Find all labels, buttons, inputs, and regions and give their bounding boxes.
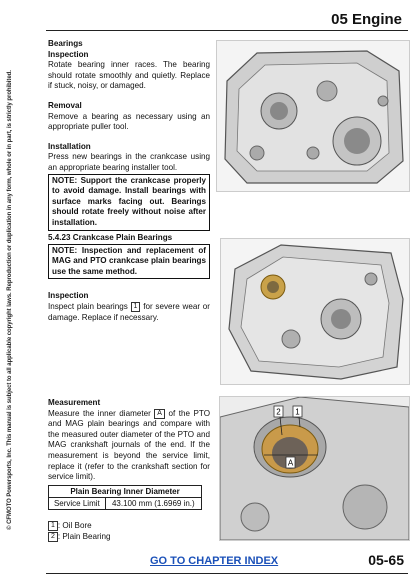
spec-value: 43.100 mm (1.6969 in.) [105, 497, 201, 509]
inspection-heading: Inspection [48, 49, 89, 59]
spec-table-title: Plain Bearing Inner Diameter [49, 485, 202, 497]
header-rule [46, 30, 408, 31]
plain-bearings-section [48, 233, 210, 323]
crankcase-plain-bearing-image [220, 238, 410, 385]
page-number: 05-65 [368, 552, 404, 568]
installation-heading: Installation [48, 141, 91, 151]
legend [48, 520, 210, 542]
callout-ref-1: 1 [131, 302, 141, 312]
plain-inspection-text [48, 302, 210, 323]
footer-rule [46, 573, 408, 574]
removal-heading: Removal [48, 100, 82, 110]
legend-item-2 [48, 531, 210, 542]
callout-2: 2 [276, 407, 281, 417]
spec-label: Service Limit [49, 497, 106, 509]
chapter-title: 05 Engine [331, 11, 402, 28]
legend-text-1: : Oil Bore [57, 520, 92, 530]
chapter-index-link[interactable]: GO TO CHAPTER INDEX [150, 555, 279, 567]
callout-a: A [287, 458, 294, 468]
measurement-text-before: Measure the inner diameter [48, 408, 151, 418]
copyright-notice: © CFMOTO Powersports, Inc. This manual is subject to all applicable copyright laws. Reproduction or duplication in any form, whole or in part, is strictly prohibited. [7, 70, 13, 530]
callout-ref-a: A [154, 409, 165, 419]
measurement-text-after: of the PTO and MAG plain bearings and compare with the measured outer diameter of the PTO and MAG crankshaft journals of the end. If the measurement is beyond the service limit, replace it (refer to the crankshaft section for service limit). [48, 408, 210, 482]
crankcase-image [216, 40, 410, 192]
inspection-text: Rotate bearing inner races. The bearing should rotate smoothly and quietly. Replace if stuck, noisy, or damaged. [48, 60, 210, 91]
measurement-text [48, 409, 210, 483]
measurement-section [48, 398, 210, 542]
legend-item-1 [48, 520, 210, 531]
plain-bearings-note: NOTE: Inspection and replacement of MAG and PTO crankcase plain bearings use the same method. [48, 244, 210, 280]
plain-bearings-heading: 5.4.23 Crankcase Plain Bearings [48, 233, 173, 242]
installation-text: Press new bearings in the crankcase using an appropriate bearing installer tool. [48, 152, 210, 172]
plain-inspection-text-before: Inspect plain bearings [48, 301, 128, 311]
bearings-section [48, 39, 210, 231]
plain-inspection-heading: Inspection [48, 291, 89, 301]
removal-text: Remove a bearing as necessary using an appropriate puller tool. [48, 111, 210, 132]
bearings-heading: Bearings [48, 39, 83, 48]
legend-text-2: : Plain Bearing [57, 531, 111, 541]
callout-1: 1 [295, 407, 300, 417]
legend-num-2: 2 [48, 532, 58, 542]
plain-inspection-text-after: for severe wear or damage. Replace if necessary. [48, 301, 210, 322]
legend-num-1: 1 [48, 521, 58, 531]
bearing-note: NOTE: Support the crankcase properly to avoid damage. Install bearings with surface marks facing out. Bearings should rotate freely without noise after installation. [48, 174, 210, 231]
measurement-heading: Measurement [48, 398, 101, 407]
spec-table [48, 485, 202, 510]
bearing-measurement-image [219, 396, 410, 541]
